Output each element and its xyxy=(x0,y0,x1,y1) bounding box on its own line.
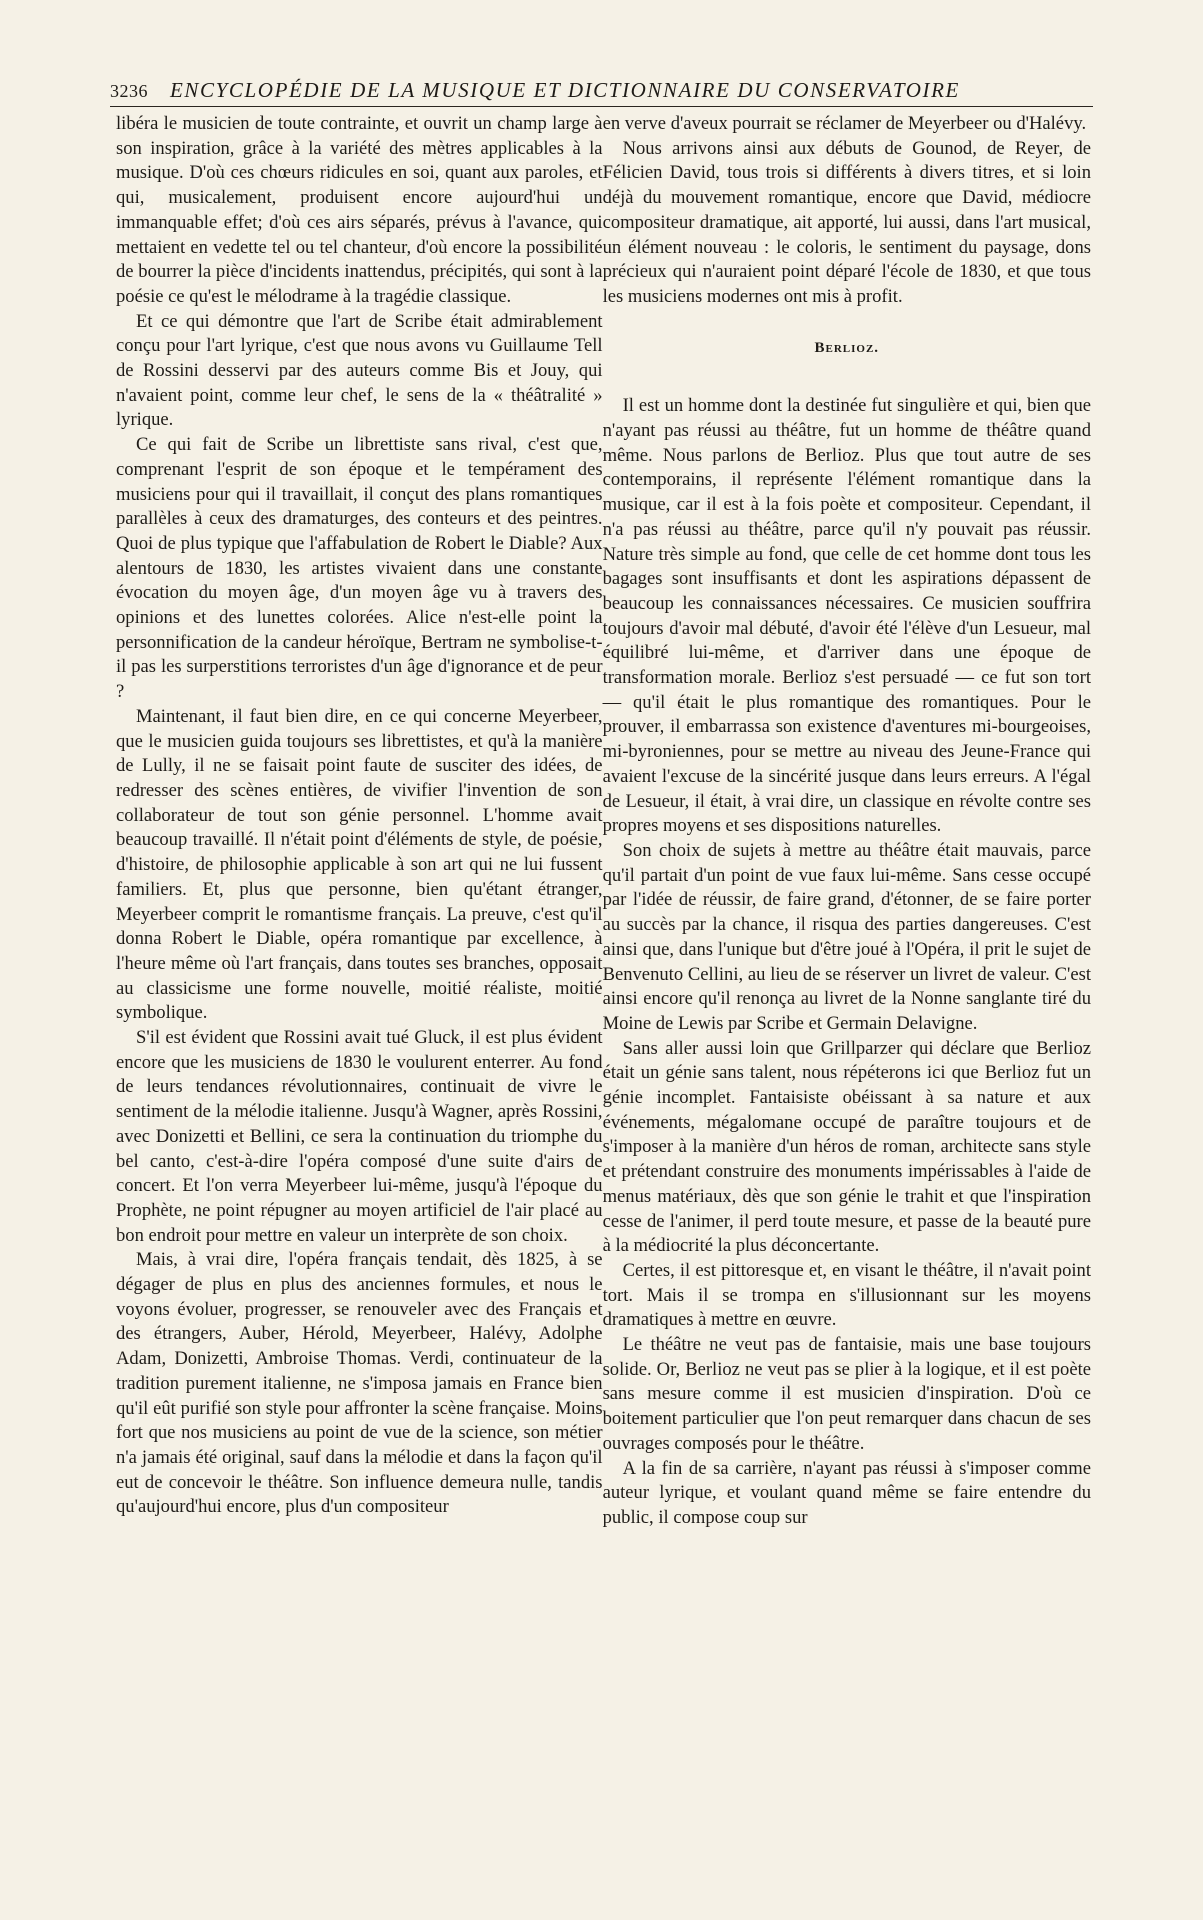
text-columns xyxy=(116,112,1091,1880)
paragraph: Certes, il est pittoresque et, en visant le théâtre, il n'avait point tort. Mais il se trompa en s'illusionnant sur les moyens dramatiques à mettre en œuvre. xyxy=(602,1259,1091,1331)
paragraph: Et ce qui démontre que l'art de Scribe était admirablement conçu pour l'art lyrique, c'est que nous avons vu Guillaume Tell de Rossini desservi par des auteurs comme Bis et Jouy, qui n'avaient point, comme leur chef, le sens de la « théâtralité » lyrique. xyxy=(116,310,603,431)
right-column xyxy=(603,112,1091,1880)
paragraph: S'il est évident que Rossini avait tué Gluck, il est plus évident encore que les musiciens de 1830 le voulurent enterrer. Au fond de leurs tendances révolutionnaires, continuait de vivre le sentiment de la mélodie italienne. Jusqu'à Wagner, après Rossini, avec Donizetti et Bellini, ce sera la continuation du triomphe du bel canto, c'est-à-dire l'opéra composé d'une suite d'airs de concert. Et l'on verra Meyerbeer lui-même, jusqu'à l'époque du Prophète, ne point répugner au moyen artificiel de l'air placé au bon endroit pour mettre en valeur un interprète de son choix. xyxy=(116,1027,603,1246)
paragraph: Maintenant, il faut bien dire, en ce qui concerne Meyerbeer, que le musicien guida toujours ses librettistes, et qu'à la manière de Lully, il ne se faisait point faute de susciter des idées, de redresser des scènes entières, de vivifier l'invention de son collaborateur de tout son génie personnel. L'homme avait beaucoup travaillé. Il n'était point d'éléments de style, de poésie, d'histoire, de philosophie applicable à son art qui ne lui fussent familiers. Et, plus que personne, bien qu'étant étranger, Meyerbeer comprit le romantisme français. La preuve, c'est qu'il donna Robert le Diable, opéra romantique par excellence, à l'heure même où l'art français, dans toutes ses branches, opposait au classicisme une forme nouvelle, moitié réaliste, moitié symbolique. xyxy=(116,705,603,1024)
paragraph: en verve d'aveux pourrait se réclamer de Meyerbeer ou d'Halévy. xyxy=(602,113,1087,134)
paragraph: Son choix de sujets à mettre au théâtre était mauvais, parce qu'il partait d'un point de vue faux lui-même. Sans cesse occupé par l'idée de réussir, de faire grand, d'étonner, de se faire porter au succès par la chance, il risqua des parties dangereuses. C'est ainsi que, dans l'unique but d'être joué à l'Opéra, il prit le sujet de Benvenuto Cellini, au lieu de se réserver un livret de valeur. C'est ainsi encore qu'il renonça au livret de la Nonne sanglante tiré du Moine de Lewis par Scribe et Germain Delavigne. xyxy=(602,839,1091,1034)
paragraph: A la fin de sa carrière, n'ayant pas réussi à s'imposer comme auteur lyrique, et voulant quand même se faire entendre du public, il compose coup sur xyxy=(602,1457,1091,1528)
paragraph: Sans aller aussi loin que Grillparzer qui déclare que Berlioz était un génie sans talent, nous répéterons ici que Berlioz fut un génie incomplet. Fantaisiste obéissant à sa nature et aux événements, mégalomane occupé de paraître toujours et de s'imposer à la manière d'un héros de roman, architecte sans style et prétendant construire des monuments impérissables à l'aide de menus matériaux, dès que son génie le trahit et que l'inspiration cesse de l'animer, il perd toute mesure, et passe de la beauté pure à la médiocrité la plus déconcertante. xyxy=(602,1037,1091,1257)
page-number: 3236 xyxy=(110,81,148,101)
paragraph: Il est un homme dont la destinée fut singulière et qui, bien que n'ayant pas réussi au théâtre, fut un homme de théâtre quand même. Nous parlons de Berlioz. Plus que tout autre de ses contemporains, il représente l'élément romantique dans la musique, car il est à la fois poète et compositeur. Cependant, il n'a pas réussi au théâtre, parce qu'il n'y pouvait pas réussir. Nature très simple au fond, que celle de cet homme dont tous les bagages sont insuffisants et dont les aspirations dépassent de beaucoup les connaissances nécessaires. Ce musicien souffrira toujours d'avoir mal débuté, d'avoir été l'élève d'un Lesueur, mal équilibré lui-même, et d'arriver dans une époque de transformation morale. Berlioz s'est persuadé — ce fut son tort — qu'il était le plus romantique des romantiques. Pour le prouver, il embarrassa son existence d'aventures mi-bourgeoises, mi-byroniennes, pour se mettre au niveau des Jeune-France qui avaient l'excuse de la sincérité jusque dans leurs erreurs. A l'égal de Lesueur, il était, à vrai dire, un classique en révolte contre ses propres moyens et ses dispositions naturelles. xyxy=(602,395,1091,837)
paragraph: Ce qui fait de Scribe un librettiste sans rival, c'est que, comprenant l'esprit de son époque et le tempérament des musiciens pour qui il travaillait, il conçut des plans romantiques parallèles à ceux des dramaturges, des conteurs et des peintres. Quoi de plus typique que l'affabulation de Robert le Diable? Aux alentours de 1830, les artistes vivaient dans une constante évocation du moyen âge, d'un moyen âge vu à travers des opinions et des lunettes colorées. Alice n'est-elle point la personnification de la candeur héroïque, Bertram ne symbolise-t-il pas les surperstitions terroristes d'un âge d'ignorance et de peur ? xyxy=(116,434,603,703)
section-heading: Berlioz. xyxy=(814,339,880,356)
paragraph: Nous arrivons ainsi aux débuts de Gounod, de Reyer, de Félicien David, tous trois si différents à divers titres, et si loin déjà du mouvement romantique, encore que David, médiocre compositeur dramatique, ait apporté, lui aussi, dans l'art musical, un élément nouveau : le coloris, le sentiment du paysage, dons précieux qui n'auraient point déparé l'école de 1830, et que tous les musiciens modernes ont mis à profit. xyxy=(602,137,1091,307)
running-header xyxy=(110,72,1093,107)
running-title: ENCYCLOPÉDIE DE LA MUSIQUE ET DICTIONNAIRE DU CONSERVATOIRE xyxy=(170,78,960,102)
left-column xyxy=(116,112,603,1880)
paragraph: Le théâtre ne veut pas de fantaisie, mais une base toujours solide. Or, Berlioz ne veut pas se plier à la logique, et il est poète sans mesure comme il est musicien d'inspiration. D'où ce boitement particulier que l'on peut remarquer dans chacun de ses ouvrages composés pour le théâtre. xyxy=(602,1334,1091,1454)
paragraph: libéra le musicien de toute contrainte, et ouvrit un champ large à son inspiration, grâce à la variété des mètres applicables à la musique. D'où ces chœurs ridicules en soi, quant aux paroles, et qui, musicalement, produisent encore aujourd'hui un immanquable effet; d'où ces airs séparés, prévus à l'avance, qui mettaient en vedette tel ou tel chanteur, d'où encore la possibilité de bourrer la pièce d'incidents inattendus, précipités, qui sont à la poésie ce qu'est le mélodrame à la tragédie classique. xyxy=(116,113,603,307)
paragraph: Mais, à vrai dire, l'opéra français tendait, dès 1825, à se dégager de plus en plus des anciennes formules, et nous le voyons évoluer, progresser, se renouveler avec des Français et des étrangers, Auber, Hérold, Meyerbeer, Halévy, Adolphe Adam, Donizetti, Ambroise Thomas. Verdi, continuateur de la tradition purement italienne, ne s'imposa jamais en France bien qu'il eût purifié son style pour affronter la scène française. Moins fort que nos musiciens au point de vue de la science, son métier n'a jamais été original, sauf dans la mélodie et dans la façon qu'il eut de concevoir le théâtre. Son influence demeura nulle, tandis qu'aujourd'hui encore, plus d'un compositeur xyxy=(116,1249,603,1518)
